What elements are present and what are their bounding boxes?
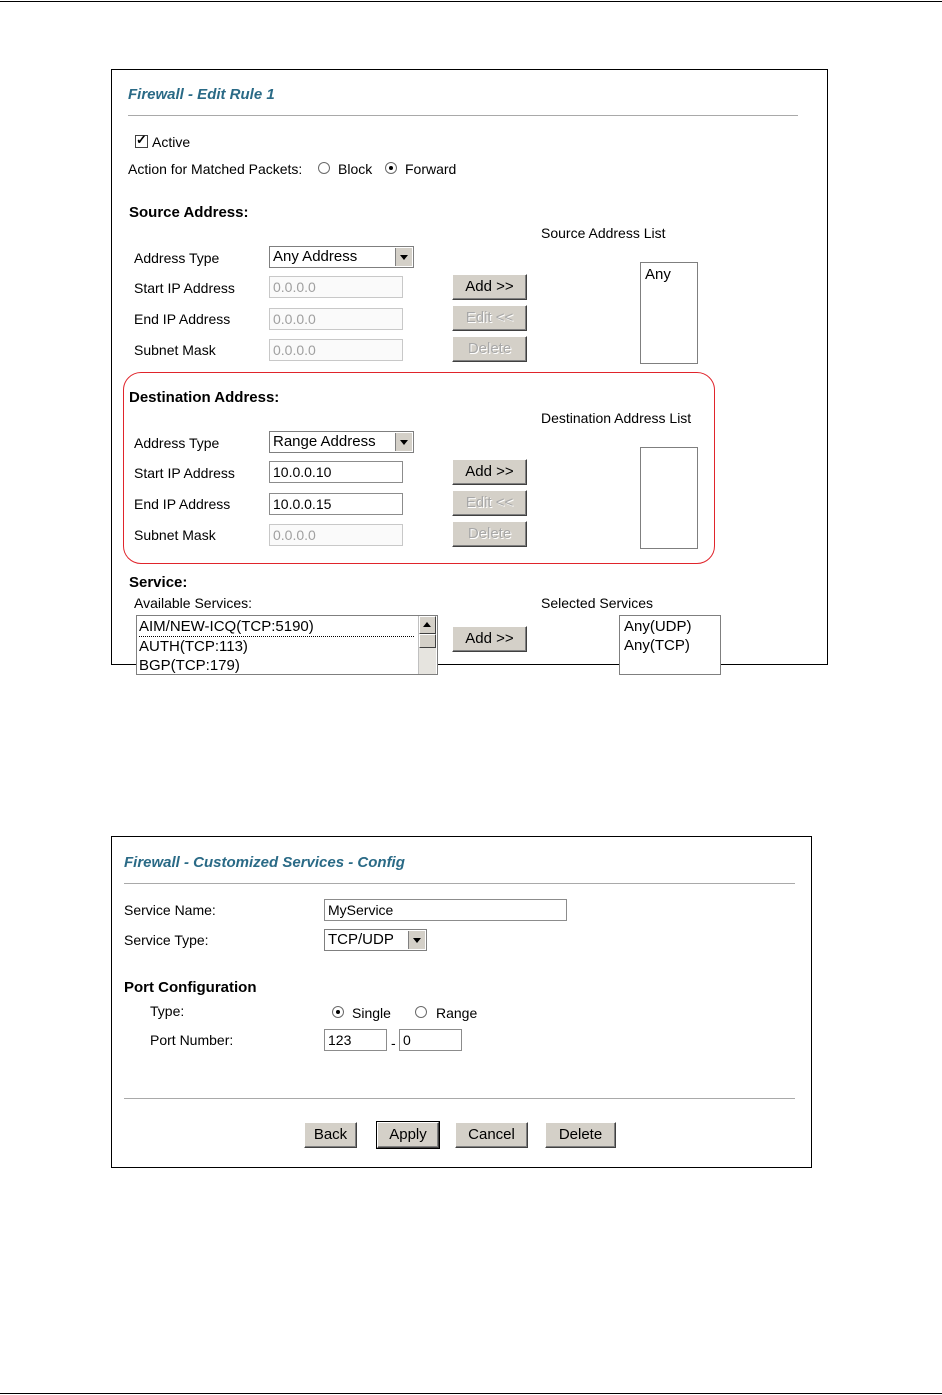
selected-services-list[interactable] [619, 615, 721, 675]
selected-services-label: Selected Services [541, 595, 654, 611]
source-start-ip-label: Start IP Address [134, 280, 235, 296]
cancel-button[interactable]: Cancel [455, 1122, 528, 1148]
page-top-rule [0, 1, 942, 2]
available-services-list[interactable] [136, 615, 438, 675]
source-end-ip-input[interactable]: 0.0.0.0 [269, 308, 403, 330]
action-label: Action for Matched Packets: [128, 161, 303, 177]
title-separator [128, 115, 798, 117]
service-type-select[interactable] [324, 929, 427, 951]
config-page-title: Firewall - Customized Services - Config [124, 854, 405, 871]
source-subnet-mask-label: Subnet Mask [134, 342, 216, 358]
destination-end-ip-label: End IP Address [134, 496, 231, 512]
active-label: Active [152, 134, 191, 150]
apply-button[interactable]: Apply [377, 1122, 439, 1148]
list-item[interactable]: Any(TCP) [624, 637, 690, 654]
service-name-input[interactable]: MyService [324, 899, 567, 921]
source-start-ip-input[interactable]: 0.0.0.0 [269, 276, 403, 298]
destination-address-heading: Destination Address: [129, 389, 280, 406]
destination-address-list[interactable] [640, 447, 698, 549]
chevron-down-icon [395, 248, 412, 266]
customized-services-screenshot [111, 836, 812, 1168]
scroll-thumb[interactable] [419, 634, 436, 648]
source-address-type-select[interactable] [269, 246, 414, 268]
port-number-label: Port Number: [150, 1032, 234, 1048]
chevron-down-icon [395, 433, 412, 451]
edit-rule-screenshot [111, 69, 828, 674]
list-item[interactable]: AIM/NEW-ICQ(TCP:5190) [139, 617, 414, 637]
page-title: Firewall - Edit Rule 1 [128, 86, 275, 103]
service-type-label: Service Type: [124, 932, 209, 948]
destination-end-ip-input[interactable]: 10.0.0.15 [269, 493, 403, 515]
port-start-input[interactable]: 123 [324, 1029, 387, 1051]
action-forward-label: Forward [405, 161, 457, 177]
action-forward-radio[interactable] [385, 162, 397, 174]
available-services-label: Available Services: [134, 595, 253, 611]
buttons-separator [124, 1098, 795, 1100]
scroll-up-icon[interactable] [419, 616, 436, 634]
type-range-radio[interactable] [415, 1006, 427, 1018]
destination-start-ip-label: Start IP Address [134, 465, 235, 481]
active-checkbox[interactable] [135, 135, 148, 148]
port-type-label: Type: [150, 1003, 185, 1019]
destination-subnet-mask-input[interactable]: 0.0.0.0 [269, 524, 403, 546]
type-single-label: Single [352, 1005, 391, 1021]
config-title-separator [124, 883, 795, 885]
list-item[interactable]: Any(UDP) [624, 618, 692, 635]
action-block-radio[interactable] [318, 162, 330, 174]
source-address-list-label: Source Address List [541, 225, 666, 241]
destination-subnet-mask-label: Subnet Mask [134, 527, 216, 543]
available-services-scrollbar[interactable] [418, 616, 436, 674]
destination-address-list-label: Destination Address List [541, 410, 692, 426]
source-end-ip-label: End IP Address [134, 311, 231, 327]
source-delete-button[interactable]: Delete [452, 336, 527, 362]
destination-address-type-value: Range Address [273, 433, 376, 450]
port-end-input[interactable]: 0 [399, 1029, 462, 1051]
port-configuration-heading: Port Configuration [124, 979, 257, 996]
list-item[interactable]: Any [645, 266, 671, 283]
list-item[interactable]: AUTH(TCP:113) [139, 638, 248, 655]
source-address-heading: Source Address: [129, 204, 249, 221]
type-range-label: Range [436, 1005, 478, 1021]
source-address-type-label: Address Type [134, 250, 220, 266]
type-single-radio[interactable] [332, 1006, 344, 1018]
service-add-button[interactable]: Add >> [452, 626, 527, 652]
source-add-button[interactable]: Add >> [452, 274, 527, 300]
list-item[interactable]: BGP(TCP:179) [139, 657, 240, 674]
destination-address-type-label: Address Type [134, 435, 220, 451]
destination-delete-button[interactable]: Delete [452, 521, 527, 547]
service-type-value: TCP/UDP [328, 931, 394, 948]
back-button[interactable]: Back [304, 1122, 357, 1148]
destination-address-type-select[interactable] [269, 431, 414, 453]
destination-start-ip-input[interactable]: 10.0.0.10 [269, 461, 403, 483]
destination-add-button[interactable]: Add >> [452, 459, 527, 485]
delete-button[interactable]: Delete [545, 1122, 616, 1148]
destination-edit-button[interactable]: Edit << [452, 490, 527, 516]
source-subnet-mask-input[interactable]: 0.0.0.0 [269, 339, 403, 361]
port-range-dash: - [391, 1035, 396, 1051]
service-name-label: Service Name: [124, 902, 216, 918]
chevron-down-icon [408, 931, 425, 949]
action-block-label: Block [338, 161, 373, 177]
page-bottom-rule [0, 1393, 942, 1394]
service-heading: Service: [129, 574, 188, 591]
source-address-list[interactable] [640, 262, 698, 364]
source-address-type-value: Any Address [273, 248, 358, 265]
source-edit-button[interactable]: Edit << [452, 305, 527, 331]
